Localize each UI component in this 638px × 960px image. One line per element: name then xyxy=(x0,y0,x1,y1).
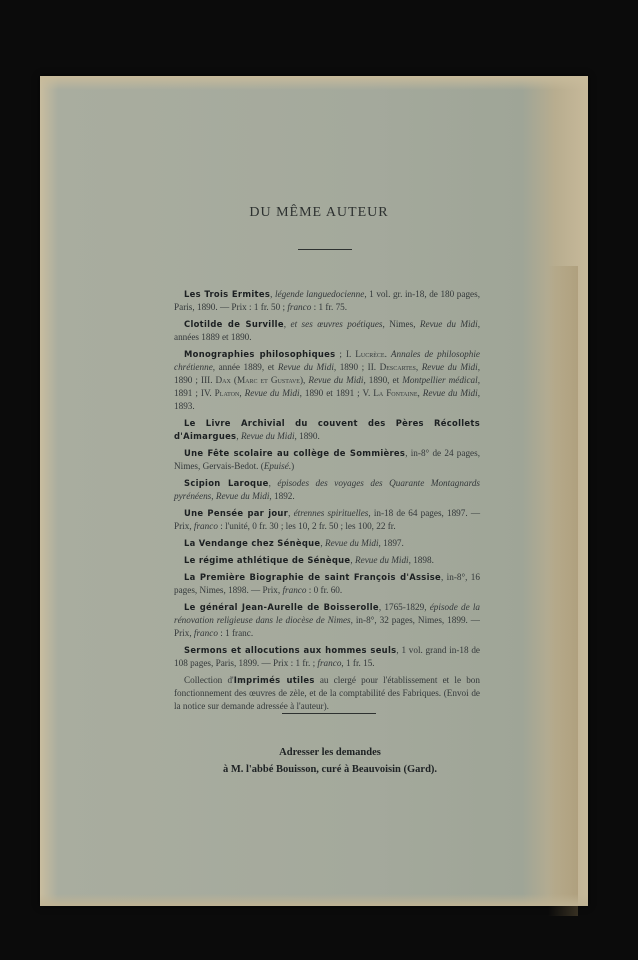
entry-text: , xyxy=(236,431,241,441)
order-address-line-1: Adresser les demandes xyxy=(279,747,381,758)
entry-text: Revue du Midi xyxy=(355,555,409,565)
entry-text: Platon xyxy=(214,388,240,398)
entry-text: , xyxy=(288,508,294,518)
paper-stain xyxy=(548,266,578,916)
entry-text: , in-18 de 64 pages, 1897. — Prix, xyxy=(174,508,481,531)
bibliography-list xyxy=(174,288,480,717)
heading-divider xyxy=(298,249,352,250)
bibliography-entry xyxy=(174,537,480,550)
entry-text: franco xyxy=(287,302,312,312)
entry-text: épisodes des voyages des Quarante Montagnards pyrénéens xyxy=(174,478,480,501)
entry-text: , in-8°, 16 pages, Nimes, 1898. — Prix, xyxy=(174,572,480,595)
entry-text: , xyxy=(350,555,356,565)
entry-text: Descartes xyxy=(379,362,416,372)
bibliography-entry xyxy=(174,318,480,344)
entry-text: Dax xyxy=(215,375,231,385)
entry-text: : l'unité, 0 fr. 30 ; les 10, 2 fr. 50 ; les 100, 22 fr. xyxy=(217,521,396,531)
entry-text: Collection d' xyxy=(184,675,234,685)
entry-text: Revue du Midi xyxy=(240,431,295,441)
entry-text: , xyxy=(239,388,245,398)
entry-text: , xyxy=(211,491,216,501)
entry-text: , xyxy=(270,289,275,299)
entry-text: La Fontaine xyxy=(373,388,418,398)
entry-text: ) xyxy=(291,461,295,471)
entry-text: ; I. xyxy=(335,349,356,359)
entry-title: Une Pensée par jour xyxy=(184,508,289,518)
entry-text: , 1897. xyxy=(378,538,404,548)
entry-title: Une Fête scolaire au collège de Sommières xyxy=(184,448,406,458)
page-heading: DU MÊME AUTEUR xyxy=(249,205,389,220)
entry-title: Le général Jean-Aurelle de Boisserolle xyxy=(184,602,379,612)
entry-text: Marc et Gustave xyxy=(236,375,300,385)
bibliography-entry xyxy=(174,417,480,443)
entry-text: franco xyxy=(193,521,218,531)
entry-text: , in-8° de 24 pages, Nimes, Gervais-Bedot. ( xyxy=(174,448,480,471)
entry-text: , 1890 ; III. xyxy=(174,362,480,385)
bibliography-entry xyxy=(174,644,480,670)
bibliography-entry xyxy=(174,447,480,473)
bibliography-entry xyxy=(174,348,480,413)
entry-text: Revue du Midi xyxy=(244,388,300,398)
order-address-line-2: à M. l'abbé Bouisson, curé à Beauvoisin (Gard). xyxy=(222,764,438,775)
entry-text: Montpellier médical xyxy=(402,375,478,385)
entry-text: Revue du Midi xyxy=(215,491,270,501)
entry-title: Scipion Laroque xyxy=(184,478,269,488)
bibliography-entry xyxy=(174,554,480,567)
entry-text: , Nimes, xyxy=(382,319,420,329)
entry-text: : 1 fr. 75. xyxy=(311,302,348,312)
entry-text: , année 1889, et xyxy=(212,362,278,372)
entry-text: , 1890 ; II. xyxy=(333,362,380,372)
entry-title: Le régime athlétique de Sénèque xyxy=(184,555,351,565)
entry-text: , 1765-1829, xyxy=(378,602,430,612)
entry-text: étrennes spirituelles xyxy=(293,508,369,518)
entry-text: , xyxy=(415,362,422,372)
entry-text: épisode de la rénovation religieuse dans le diocèse de Nimes xyxy=(174,602,481,625)
entry-text: ( xyxy=(230,375,237,385)
entry-text: , 1 vol. gr. in-18, de 180 pages, Paris, 1890. — Prix : 1 fr. 50 ; xyxy=(174,289,481,312)
entry-text: , années 1889 et 1890. xyxy=(174,319,480,342)
entry-text: Revue du Midi xyxy=(419,319,478,329)
entry-text: et ses œuvres poétiques xyxy=(290,319,383,329)
entry-text: Revue du Midi xyxy=(421,362,478,372)
entry-text: , 1890, et xyxy=(363,375,403,385)
entry-text: , 1892. xyxy=(269,491,295,501)
entry-title: Sermons et allocutions aux hommes seuls xyxy=(184,645,397,655)
entry-text: , xyxy=(283,319,291,329)
entry-text: Revue du Midi xyxy=(308,375,364,385)
bibliography-entry xyxy=(174,571,480,597)
entry-text: Lucrèce xyxy=(355,349,385,359)
entry-text: ), xyxy=(299,375,309,385)
entry-text: légende languedocienne xyxy=(275,289,365,299)
entry-text: , 1 fr. 15. xyxy=(341,658,375,668)
entry-text: , xyxy=(268,478,278,488)
entry-text: , 1898. xyxy=(408,555,434,565)
entry-title: Le Livre Archivial du couvent des Pères Récollets d'Aimargues xyxy=(174,418,480,441)
entry-text: : 1 franc. xyxy=(217,628,254,638)
entry-text: , 1890. xyxy=(294,431,320,441)
entry-title: Monographies philosophiques xyxy=(184,349,336,359)
entry-text: , 1891 ; IV. xyxy=(174,375,480,398)
entry-text: , in-8°, 32 pages, Nimes, 1899. — Prix, xyxy=(174,615,480,638)
footer-divider xyxy=(282,713,376,714)
entry-text: , xyxy=(320,538,325,548)
entry-text: Revue du Midi xyxy=(277,362,334,372)
entry-text: : 0 fr. 60. xyxy=(306,585,343,595)
entry-text: franco xyxy=(193,628,218,638)
bibliography-entry xyxy=(174,601,480,640)
entry-text: . xyxy=(384,349,391,359)
entry-title: Les Trois Ermites xyxy=(184,289,271,299)
bibliography-entry xyxy=(174,477,480,503)
entry-text: , 1893. xyxy=(174,388,481,411)
entry-text: Revue du Midi xyxy=(422,388,478,398)
entry-text: au clergé pour l'établissement et le bon fonctionnement des œuvres de zèle, et de la comptabilité des Fabriques. (Envoi de la notice sur demande adressée à l'auteur). xyxy=(174,675,480,711)
entry-text: , 1 vol. grand in-18 de 108 pages, Paris, 1899. — Prix : 1 fr. ; xyxy=(174,645,480,668)
entry-text: Annales de philosophie chrétienne xyxy=(174,349,480,372)
bibliography-entry xyxy=(174,674,480,713)
entry-title: La Vendange chez Sénèque xyxy=(184,538,321,548)
entry-text: Epuisé. xyxy=(263,461,292,471)
bibliography-entry xyxy=(174,507,480,533)
entry-title: Imprimés utiles xyxy=(233,675,315,685)
entry-title: La Première Biographie de saint François d'Assise xyxy=(184,572,442,582)
entry-title: Clotilde de Surville xyxy=(184,319,284,329)
entry-text: Revue du Midi xyxy=(324,538,379,548)
entry-text: , 1890 et 1891 ; V. xyxy=(299,388,374,398)
entry-text: franco xyxy=(317,658,342,668)
entry-text: franco xyxy=(282,585,307,595)
entry-text: , xyxy=(417,388,423,398)
order-address xyxy=(0,744,638,778)
bibliography-entry xyxy=(174,288,480,314)
